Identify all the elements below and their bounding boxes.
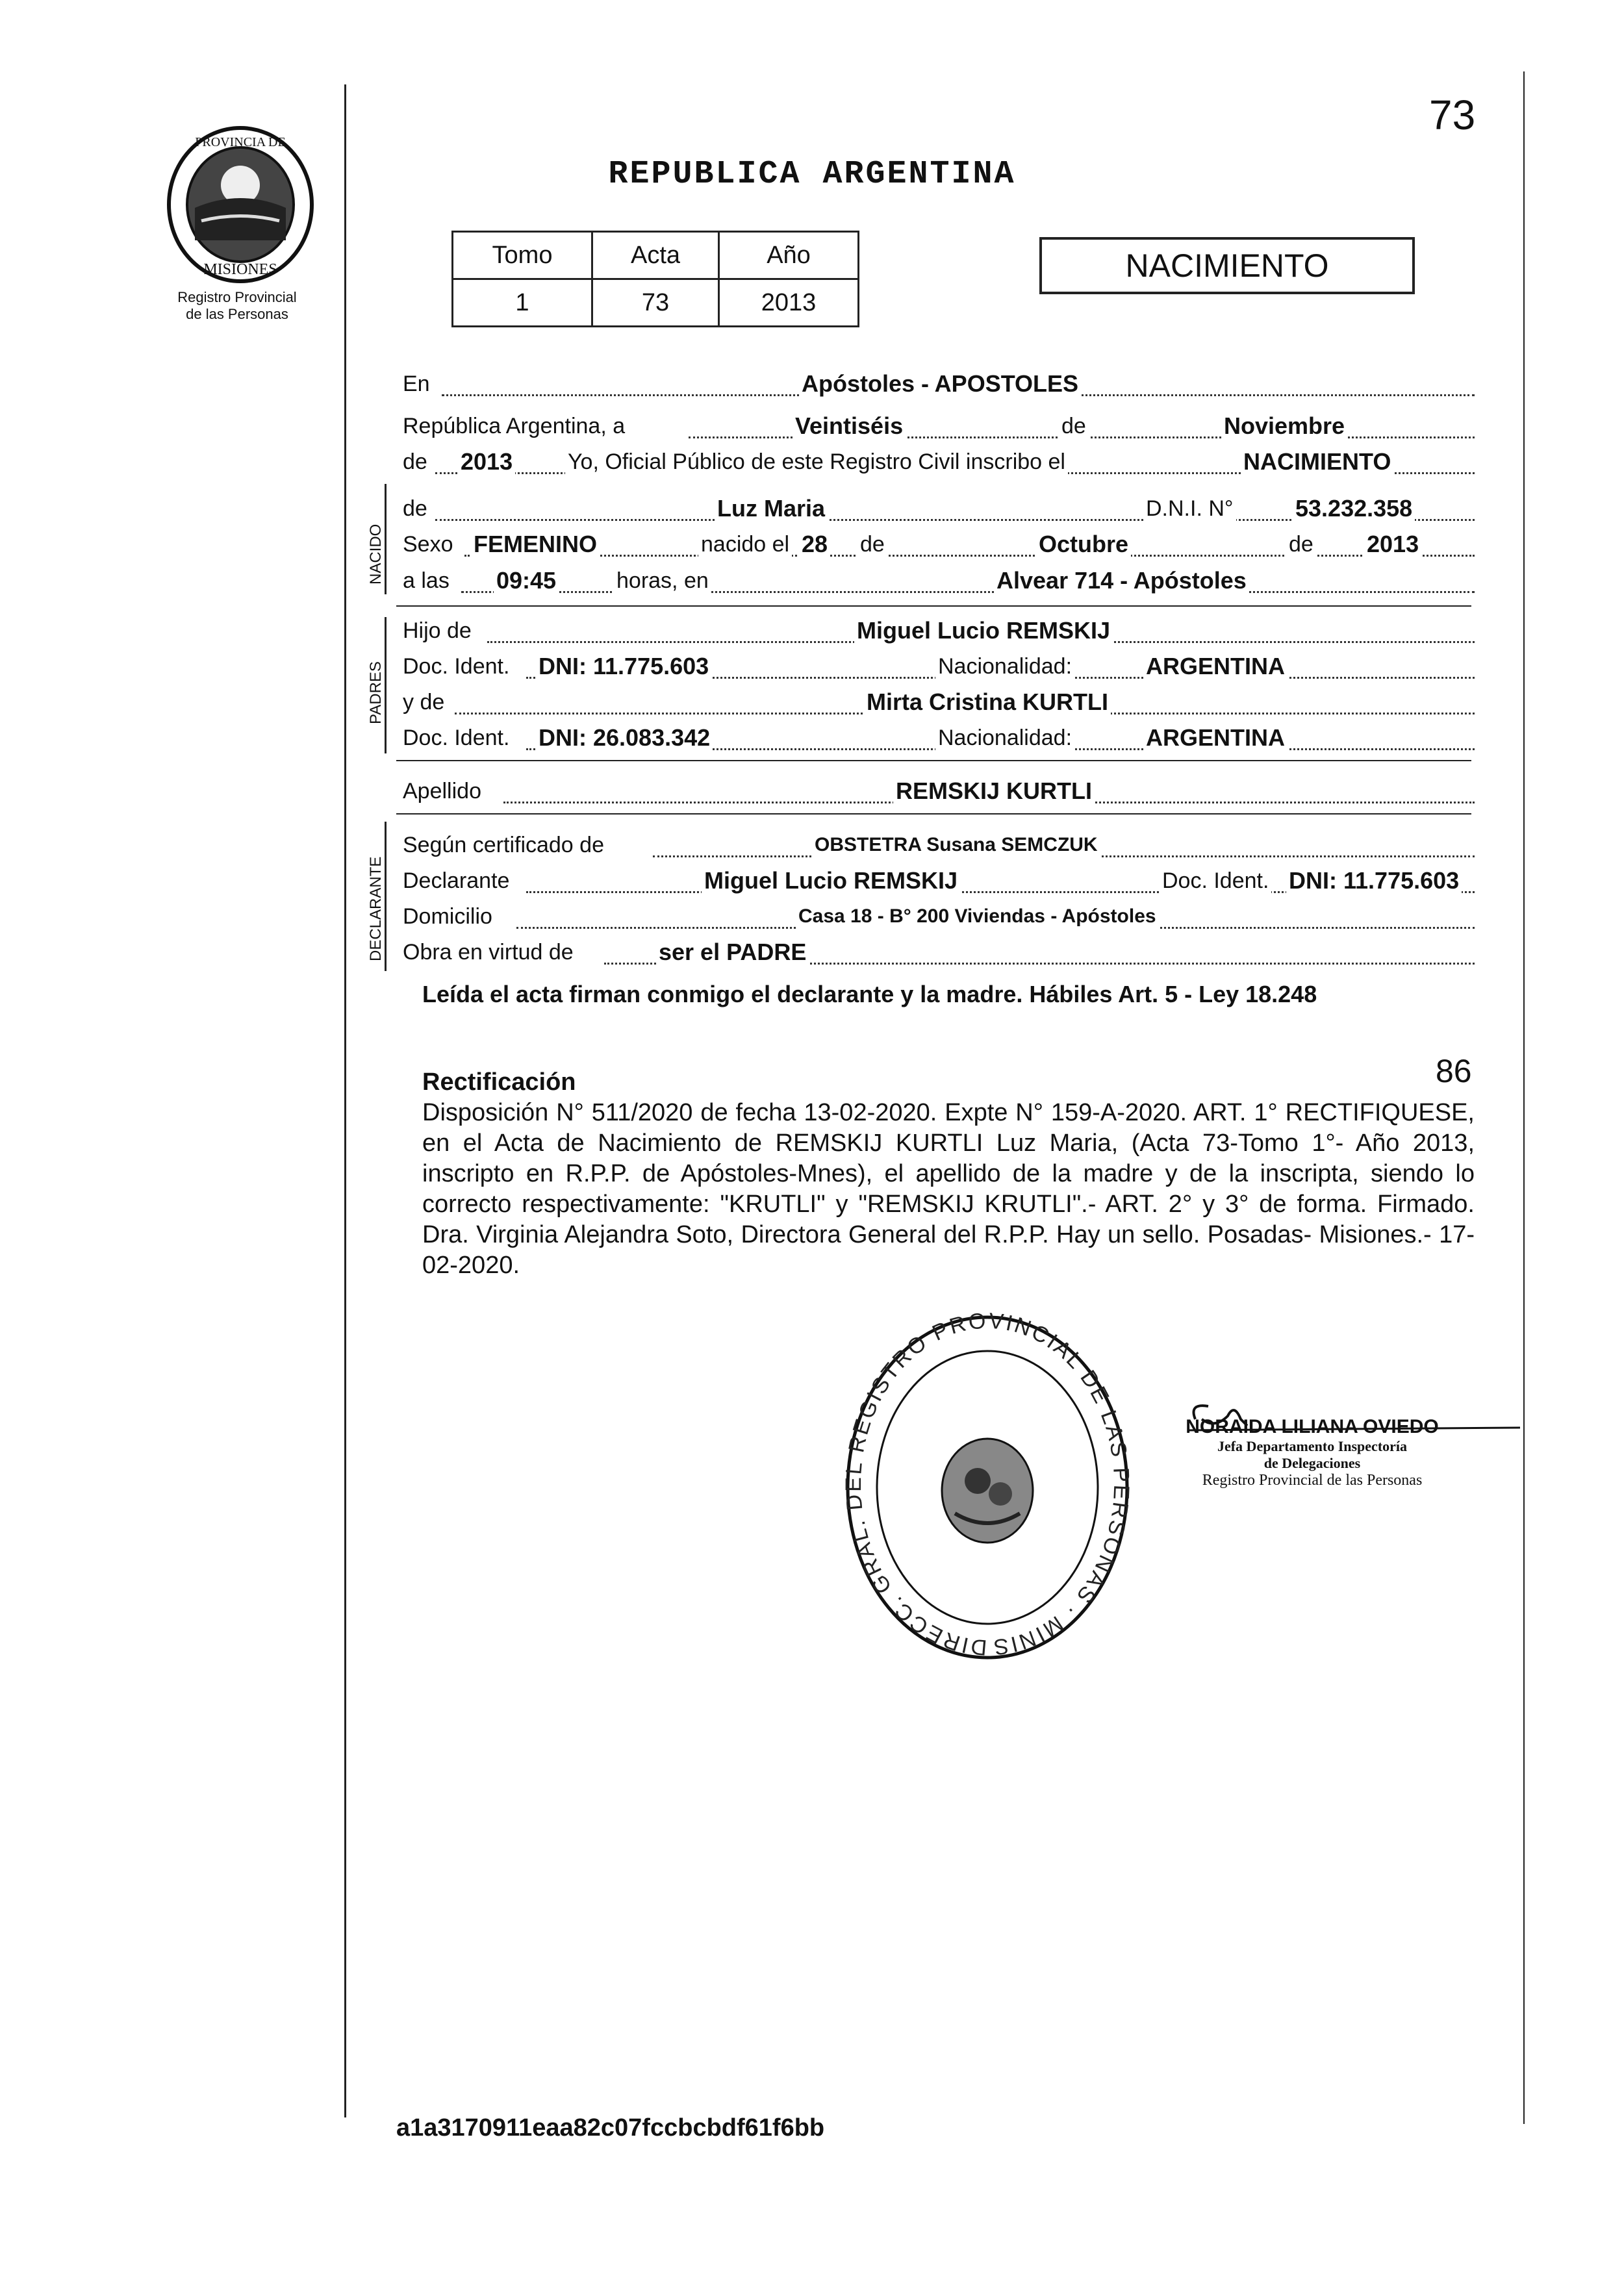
record-type-box: NACIMIENTO	[1039, 237, 1415, 294]
value-certificate: OBSTETRA Susana SEMCZUK	[812, 828, 1100, 862]
row-father-doc	[396, 650, 1475, 683]
row-apellido	[396, 774, 1475, 808]
signature-title-2: de Delegaciones	[1263, 1455, 1361, 1471]
registry-name-line1: Registro Provincial	[177, 289, 297, 305]
padres-bar	[385, 617, 387, 753]
row-sexo	[396, 527, 1475, 561]
rectification-title: Rectificación	[422, 1068, 576, 1096]
official-stamp	[838, 1306, 1137, 1669]
label-doc: Doc. Ident.	[403, 654, 510, 679]
dots	[461, 590, 1475, 593]
row-time	[396, 564, 1475, 598]
label-sexo: Sexo	[403, 532, 453, 557]
label-nacionalidad-2: Nacionalidad:	[935, 721, 1074, 755]
value-domicilio: Casa 18 - B° 200 Viviendas - Apóstoles	[796, 900, 1159, 933]
label-horas: horas, en	[614, 564, 711, 598]
value-declarante-doc: DNI: 11.775.603	[1286, 864, 1462, 898]
label-obra: Obra en virtud de	[403, 940, 574, 965]
table-value-acta: 73	[592, 279, 719, 327]
label-y-de: y de	[403, 690, 445, 714]
registry-name	[130, 289, 344, 323]
record-table	[451, 231, 859, 327]
law-line: Leída el acta firman conmigo el declarante y la madre. Hábiles Art. 5 - Ley 18.248	[422, 981, 1317, 1007]
label-declarante: Declarante	[403, 868, 510, 893]
label-de-5: de	[1286, 527, 1316, 561]
page-number: 73	[1429, 92, 1476, 138]
table-value-tomo: 1	[453, 279, 592, 327]
value-declarante: Miguel Lucio REMSKIJ	[702, 864, 960, 898]
label-de-3: de	[403, 496, 427, 521]
value-inscribo: NACIMIENTO	[1241, 445, 1393, 479]
nacido-bar	[385, 484, 387, 594]
registry-name-line2: de las Personas	[186, 306, 288, 322]
label-de-2: de	[403, 449, 427, 474]
signature-title-3: Registro Provincial de las Personas	[1202, 1472, 1423, 1489]
rectification-number: 86	[1436, 1053, 1472, 1089]
signature-block	[1156, 1416, 1468, 1489]
label-de-4: de	[857, 527, 887, 561]
value-apellido: REMSKIJ KURTLI	[893, 774, 1095, 808]
value-mother: Mirta Cristina KURTLI	[864, 685, 1111, 719]
label-nacionalidad: Nacionalidad:	[935, 650, 1074, 683]
dots	[464, 553, 1475, 557]
value-month: Noviembre	[1221, 409, 1347, 443]
province-seal	[156, 123, 325, 286]
row-republica	[396, 409, 1475, 443]
row-declarante	[396, 864, 1475, 898]
side-label-nacido: NACIDO	[367, 524, 385, 585]
value-place: Apóstoles - APOSTOLES	[799, 367, 1081, 401]
label-domicilio: Domicilio	[403, 904, 492, 929]
row-en	[396, 367, 1475, 401]
country-title: REPUBLICA ARGENTINA	[608, 156, 1016, 193]
signature-title-1: Jefa Departamento Inspectoría	[1217, 1438, 1408, 1454]
value-sexo: FEMENINO	[471, 527, 600, 561]
declarante-bar	[385, 822, 387, 971]
label-segun: Según certificado de	[403, 833, 604, 857]
value-father-nat: ARGENTINA	[1143, 650, 1288, 683]
value-time: 09:45	[494, 564, 559, 598]
table-header-tomo: Tomo	[453, 232, 592, 279]
row-name	[396, 492, 1475, 525]
document-hash: a1a3170911eaa82c07fccbcbdf61f6bb	[396, 2114, 825, 2141]
row-year	[396, 445, 1475, 479]
value-birth-month: Octubre	[1036, 527, 1131, 561]
row-domicilio	[396, 900, 1475, 933]
value-mother-nat: ARGENTINA	[1143, 721, 1288, 755]
stamp-text: DIRECC. GRAL. DEL REGISTRO PROVINCIAL DE LAS PERSONAS · MINIS	[841, 1308, 1134, 1660]
row-certificate	[396, 828, 1475, 862]
value-day-words: Veintiséis	[793, 409, 906, 443]
side-label-padres: PADRES	[367, 661, 385, 724]
row-obra	[396, 935, 1475, 969]
label-apellido: Apellido	[403, 779, 481, 803]
value-name: Luz Maria	[715, 492, 828, 525]
left-margin-line	[344, 84, 346, 2117]
label-republica: República Argentina, a	[403, 414, 626, 438]
rectification-text: Disposición N° 511/2020 de fecha 13-02-2020. Expte N° 159-A-2020. ART. 1° RECTIFIQUESE, en el Acta de Nacimiento de REMSKIJ KURTLI Luz Maria, (Acta 73-Tomo 1°- Año 2013, inscripto en R.P.P. de Apóstoles-Mnes), el apellido de la madre y de la inscripta, siendo lo correcto respectivamente: "KRUTLI" y "REMSKIJ KRUTLI".- ART. 2° y 3° de forma. Firmado. Dra. Virginia Alejandra Soto, Directora General del R.P.P. Hay un sello. Posadas- Misiones.- 17-02-2020.	[422, 1099, 1475, 1279]
table-value-anio: 2013	[719, 279, 859, 327]
value-birth-place: Alvear 714 - Apóstoles	[994, 564, 1249, 598]
seal-text-bottom: MISIONES	[203, 261, 277, 278]
value-birth-year: 2013	[1364, 527, 1421, 561]
right-margin-line	[1523, 71, 1525, 2124]
separator-2	[396, 760, 1471, 761]
label-a-las: a las	[403, 568, 450, 593]
value-father-doc: DNI: 11.775.603	[536, 650, 711, 683]
label-doc-2: Doc. Ident.	[403, 726, 510, 750]
label-hijo: Hijo de	[403, 618, 472, 643]
row-father	[396, 614, 1475, 648]
separator-3	[396, 813, 1471, 815]
value-father: Miguel Lucio REMSKIJ	[854, 614, 1113, 648]
row-mother-doc	[396, 721, 1475, 755]
label-nacido: nacido el	[698, 527, 792, 561]
row-mother	[396, 685, 1475, 719]
label-en: En	[403, 372, 430, 396]
seal-text-top: PROVINCIA DE	[195, 135, 286, 149]
label-de: de	[1059, 409, 1089, 443]
value-dni: 53.232.358	[1293, 492, 1415, 525]
signature-name: NORAIDA LILIANA OVIEDO	[1186, 1416, 1439, 1437]
table-header-acta: Acta	[592, 232, 719, 279]
value-birth-day: 28	[799, 527, 830, 561]
table-header-anio: Año	[719, 232, 859, 279]
separator-1	[396, 605, 1471, 607]
side-label-declarante: DECLARANTE	[367, 856, 385, 961]
value-obra: ser el PADRE	[656, 935, 809, 969]
value-year: 2013	[458, 445, 515, 479]
label-dni: D.N.I. N°	[1143, 492, 1236, 525]
value-mother-doc: DNI: 26.083.342	[536, 721, 713, 755]
label-doc-3: Doc. Ident.	[1160, 864, 1271, 898]
label-yo: Yo, Oficial Público de este Registro Civil inscribo el	[565, 445, 1068, 479]
